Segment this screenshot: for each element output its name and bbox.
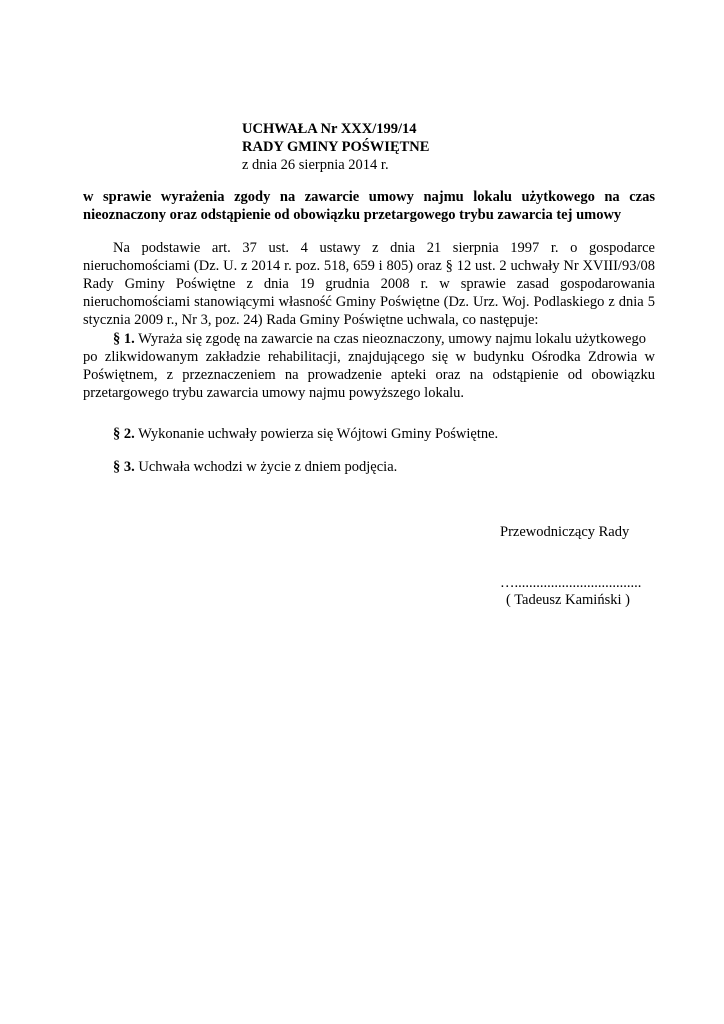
resolution-subject [83,188,655,224]
section-1-line-1-text: Wyraża się zgodę na zawarcie na czas nieoznaczony, umowy najmu lokalu użytkowego [134,331,646,347]
resolution-number: UCHWAŁA Nr XXX/199/14 [242,121,417,137]
section-3-marker: § 3. [113,459,135,475]
section-1-line-1 [83,330,655,348]
section-1-line-2: po zlikwidowanym zakładzie rehabilitacji, znajdującego się w budynku Ośrodka Zdrowia w [83,349,655,365]
section-1-marker: § 1. [113,331,135,347]
signature-line: …................................... [500,575,642,591]
legal-basis-line-4: nieruchomościami stanowiącymi własność Gminy Poświętne (Dz. Urz. Woj. Podlaskiego z dnia 5 [83,294,655,310]
subject-line-1: w sprawie wyrażenia zgody na zawarcie umowy najmu lokalu użytkowego na czas [83,189,655,205]
legal-basis-line-2: nieruchomościami (Dz. U. z 2014 r. poz. 518, 659 i 805) oraz § 12 ust. 2 uchwały Nr XVIII/93/08 [83,258,655,274]
section-2-line [83,425,655,443]
section-3-line [83,458,655,476]
subject-line-2: nieoznaczony oraz odstąpienie od obowiązku przetargowego trybu zawarcia tej umowy [83,207,622,223]
section-3-paragraph [83,458,655,476]
section-1-paragraph [83,330,655,402]
signatory-name: ( Tadeusz Kamiński ) [506,592,630,608]
resolution-date: z dnia 26 sierpnia 2014 r. [242,157,389,173]
legal-basis-line-1: Na podstawie art. 37 ust. 4 ustawy z dnia 21 sierpnia 1997 r. o gospodarce [113,240,655,256]
section-2-marker: § 2. [113,426,135,442]
signature-title: Przewodniczący Rady [500,524,630,540]
section-1-line-3: Poświętnem, z przeznaczeniem na prowadzenie apteki oraz na odstąpienie od obowiązku [83,367,655,383]
section-2-text: Wykonanie uchwały powierza się Wójtowi Gminy Poświętne. [134,426,499,442]
section-2-paragraph [83,425,655,443]
issuing-body: RADY GMINY POŚWIĘTNE [242,139,430,155]
resolution-header [242,120,542,174]
section-3-text: Uchwała wchodzi w życie z dniem podjęcia. [134,459,398,475]
legal-basis-line-3: Rady Gminy Poświętne z dnia 19 grudnia 2008 r. w sprawie zasad gospodarowania [83,276,655,292]
section-1-line-4: przetargowego trybu zawarcia umowy najmu powyższego lokalu. [83,385,465,401]
legal-basis-line-5: stycznia 2009 r., Nr 3, poz. 24) Rada Gminy Poświętne uchwala, co następuje: [83,312,539,328]
legal-basis-paragraph [83,239,655,329]
